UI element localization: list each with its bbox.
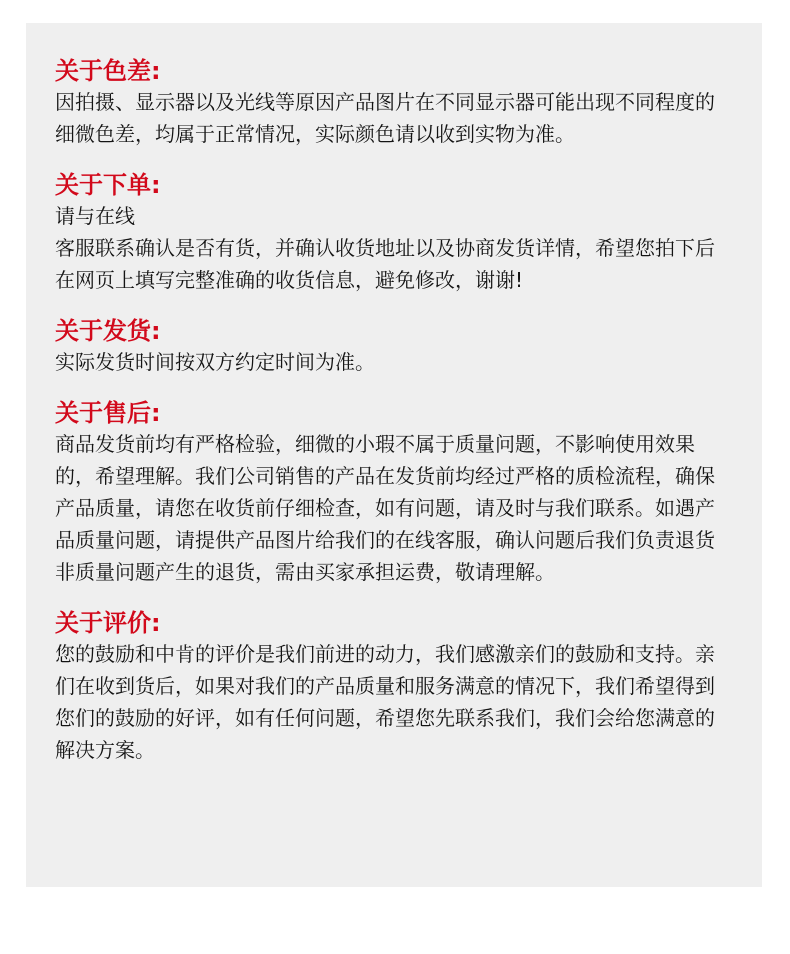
section-reviews xyxy=(55,608,734,766)
notice-panel xyxy=(26,23,762,887)
section-paragraph: 请与在线 xyxy=(55,204,135,228)
section-color-difference xyxy=(55,56,734,150)
section-after-sales xyxy=(55,398,734,588)
section-paragraph: 因拍摄、显示器以及光线等原因产品图片在不同显示器可能出现不同程度的细微色差，均属于正常情况，实际颜色请以收到实物为准。 xyxy=(55,90,715,146)
section-paragraph: 您的鼓励和中肯的评价是我们前进的动力，我们感激亲们的鼓励和支持。亲们在收到货后，如果对我们的产品质量和服务满意的情况下，我们希望得到您们的鼓励的好评，如有任何问题，希望您先联系我们，我们会给您满意的解决方案。 xyxy=(55,642,715,762)
section-title: 关于发货: xyxy=(55,317,161,345)
section-title: 关于评价: xyxy=(55,609,161,637)
section-title: 关于售后: xyxy=(55,399,161,427)
section-title: 关于色差: xyxy=(55,57,161,85)
section-title: 关于下单: xyxy=(55,171,161,199)
section-paragraph: 商品发货前均有严格检验，细微的小瑕不属于质量问题，不影响使用效果的，希望理解。我们公司销售的产品在发货前均经过严格的质检流程，确保产品质量，请您在收货前仔细检查，如有问题，请及时与我们联系。如遇产品质量问题，请提供产品图片给我们的在线客服，确认问题后我们负责退货非质量问题产生的退货，需由买家承担运费，敬请理解。 xyxy=(55,432,715,584)
section-shipping xyxy=(55,316,734,378)
section-paragraph: 客服联系确认是否有货，并确认收货地址以及协商发货详情，希望您拍下后在网页上填写完整准确的收货信息，避免修改，谢谢! xyxy=(55,236,715,292)
section-ordering xyxy=(55,170,734,296)
section-paragraph: 实际发货时间按双方约定时间为准。 xyxy=(55,350,375,374)
